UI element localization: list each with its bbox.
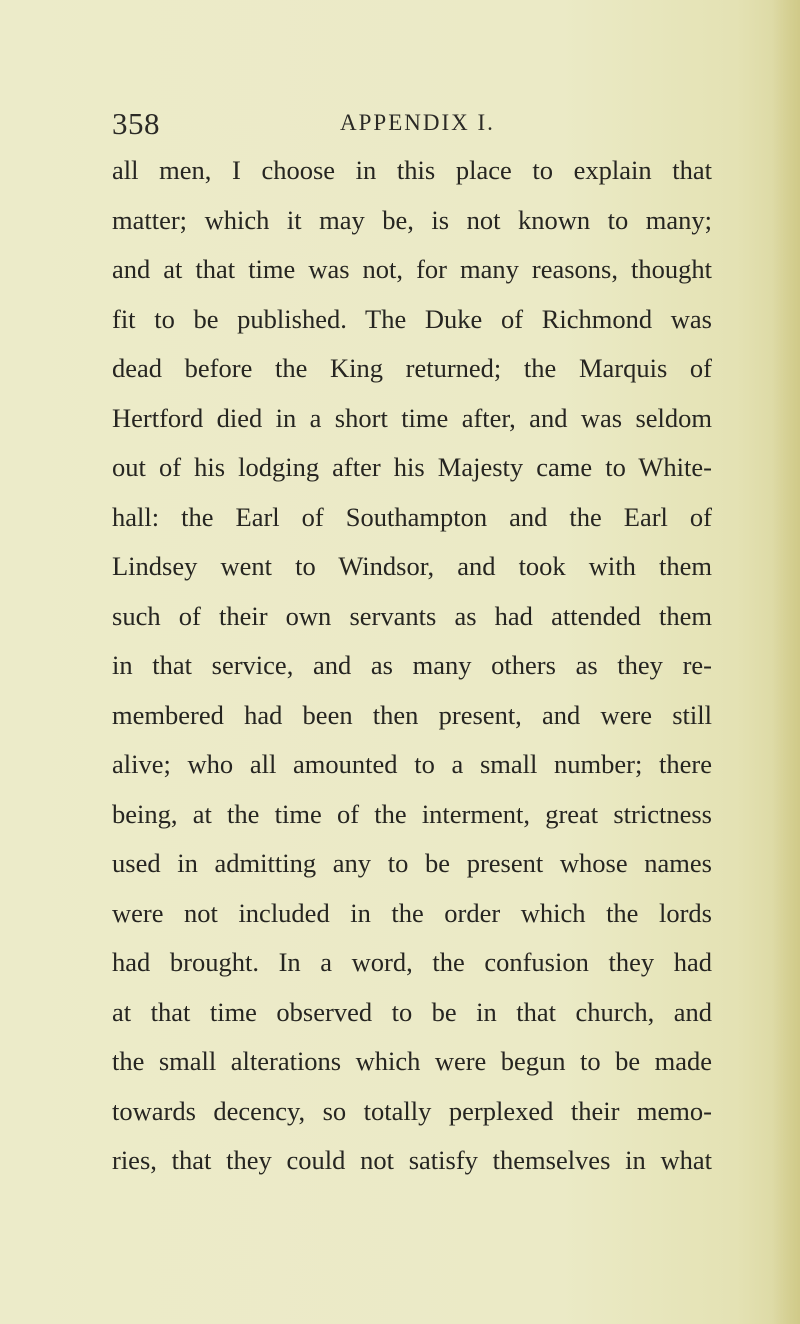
section-title: APPENDIX I. <box>340 110 495 135</box>
text-line: out of his lodging after his Majesty came to White- <box>112 452 712 482</box>
text-line: Hertford died in a short time after, and was seldom <box>112 402 712 433</box>
text-line: alive; who all amounted to a small number; there <box>112 749 712 779</box>
page-edge-shadow <box>772 0 800 1324</box>
text-line: all men, I choose in this place to explain that <box>112 155 712 185</box>
text-line: dead before the King returned; the Marquis of <box>112 353 712 383</box>
text-line: and at that time was not, for many reasons, thought <box>112 254 712 284</box>
text-line: had brought. In a word, the confusion they had <box>112 947 712 977</box>
running-head <box>112 106 712 146</box>
text-line: Lindsey went to Windsor, and took with them <box>112 551 712 581</box>
text-line: used in admitting any to be present whose names <box>112 848 712 878</box>
text-line: fit to be published. The Duke of Richmond was <box>112 303 712 334</box>
text-line: hall: the Earl of Southampton and the Earl of <box>112 501 712 532</box>
text-line: at that time observed to be in that church, and <box>112 996 712 1027</box>
text-line: in that service, and as many others as they re- <box>112 650 712 680</box>
page-number: 358 <box>112 106 160 141</box>
text-line: were not included in the order which the lords <box>112 897 712 928</box>
text-line: towards decency, so totally perplexed their memo- <box>112 1095 712 1126</box>
text-line: the small alterations which were begun to be made <box>112 1046 712 1076</box>
text-line: matter; which it may be, is not known to many; <box>112 204 712 235</box>
text-line: membered had been then present, and were still <box>112 699 712 730</box>
text-line: such of their own servants as had attended them <box>112 600 712 631</box>
text-line: ries, that they could not satisfy themselves in what <box>112 1145 712 1175</box>
body-text <box>112 146 712 1186</box>
text-line: being, at the time of the interment, great strictness <box>112 798 712 829</box>
